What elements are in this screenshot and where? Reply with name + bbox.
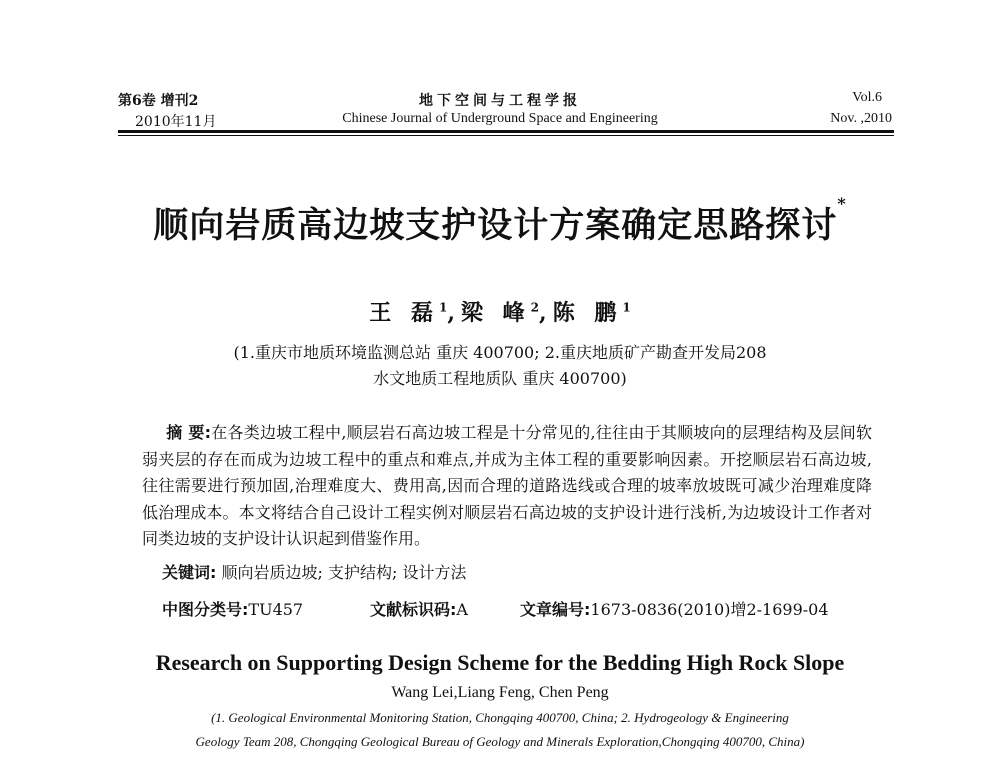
doc-code-value: A xyxy=(456,600,468,619)
keywords xyxy=(162,560,466,583)
header-volume-en: Vol.6 xyxy=(852,90,882,105)
header-journal-en: Chinese Journal of Underground Space and Engineering xyxy=(342,111,658,126)
header-volume-issue: 第6卷 增刊2 xyxy=(118,93,199,109)
author-affil-sup: 1 xyxy=(622,300,631,315)
keywords-label: 关键词: xyxy=(162,563,217,582)
header-journal-cn: 地下空间与工程学报 xyxy=(419,93,581,109)
header-date-cn: 2010年11月 xyxy=(135,114,217,130)
author-name: 梁 峰 xyxy=(460,300,531,326)
author-affil-sup: 1 xyxy=(438,300,448,315)
article-number-value: 1673-0836(2010)增2-1699-04 xyxy=(590,600,829,619)
clc-number xyxy=(162,597,303,620)
author-separator: , xyxy=(447,300,461,326)
title-footnote-marker: * xyxy=(837,194,847,213)
keywords-text: 顺向岩质边坡; 支护结构; 设计方法 xyxy=(221,563,467,582)
english-affiliation-line-2: Geology Team 208, Chongqing Geological Bureau of Geology and Minerals Exploration,Chongqing 400700, China) xyxy=(195,734,805,749)
doc-code-label: 文献标识码: xyxy=(370,600,457,619)
english-title: Research on Supporting Design Scheme for the Bedding High Rock Slope xyxy=(155,650,845,675)
article-number xyxy=(520,597,829,620)
author-affil-sup: 2 xyxy=(530,300,540,315)
affiliation-line-2: 水文地质工程地质队 重庆 400700) xyxy=(373,369,627,388)
document-code xyxy=(370,597,468,620)
abstract-text: 在各类边坡工程中,顺层岩石高边坡工程是十分常见的,往往由于其顺坡向的层理结构及层间软弱夹层的存在而成为边坡工程中的重点和难点,并成为主体工程的重要影响因素。开挖顺层岩石高边坡,往往需要进行预加固,治理难度大、费用高,因而合理的道路选线或合理的坡率放坡既可减少治理难度降低治理成本。本文将结合自己设计工程实例对顺层岩石高边坡的支护设计进行浅析,为边坡设计工作者对同类边坡的支护设计认识起到借鉴作用。 xyxy=(142,423,872,548)
clc-label: 中图分类号: xyxy=(162,600,249,619)
author-separator: , xyxy=(539,300,553,326)
affiliation-line-1: (1.重庆市地质环境监测总站 重庆 400700; 2.重庆地质矿产勘查开发局208 xyxy=(233,343,767,362)
header-rule-thick xyxy=(118,130,894,133)
author-name: 王 磊 xyxy=(369,300,439,326)
article-number-label: 文章编号: xyxy=(520,600,591,619)
header-date-en: Nov. ,2010 xyxy=(830,111,892,126)
clc-value: TU457 xyxy=(248,600,304,619)
author-list xyxy=(0,296,1000,327)
author-name: 陈 鹏 xyxy=(552,300,623,326)
english-authors: Wang Lei,Liang Feng, Chen Peng xyxy=(391,684,609,701)
paper-title xyxy=(0,194,1000,248)
paper-title-text: 顺向岩质高边坡支护设计方案确定思路探讨 xyxy=(153,205,838,246)
abstract-label: 摘 要: xyxy=(166,423,211,442)
abstract xyxy=(142,420,872,553)
header-rule-thin xyxy=(118,135,894,136)
english-affiliation-line-1: (1. Geological Environmental Monitoring Station, Chongqing 400700, China; 2. Hydrogeology & Engineering xyxy=(211,710,789,725)
